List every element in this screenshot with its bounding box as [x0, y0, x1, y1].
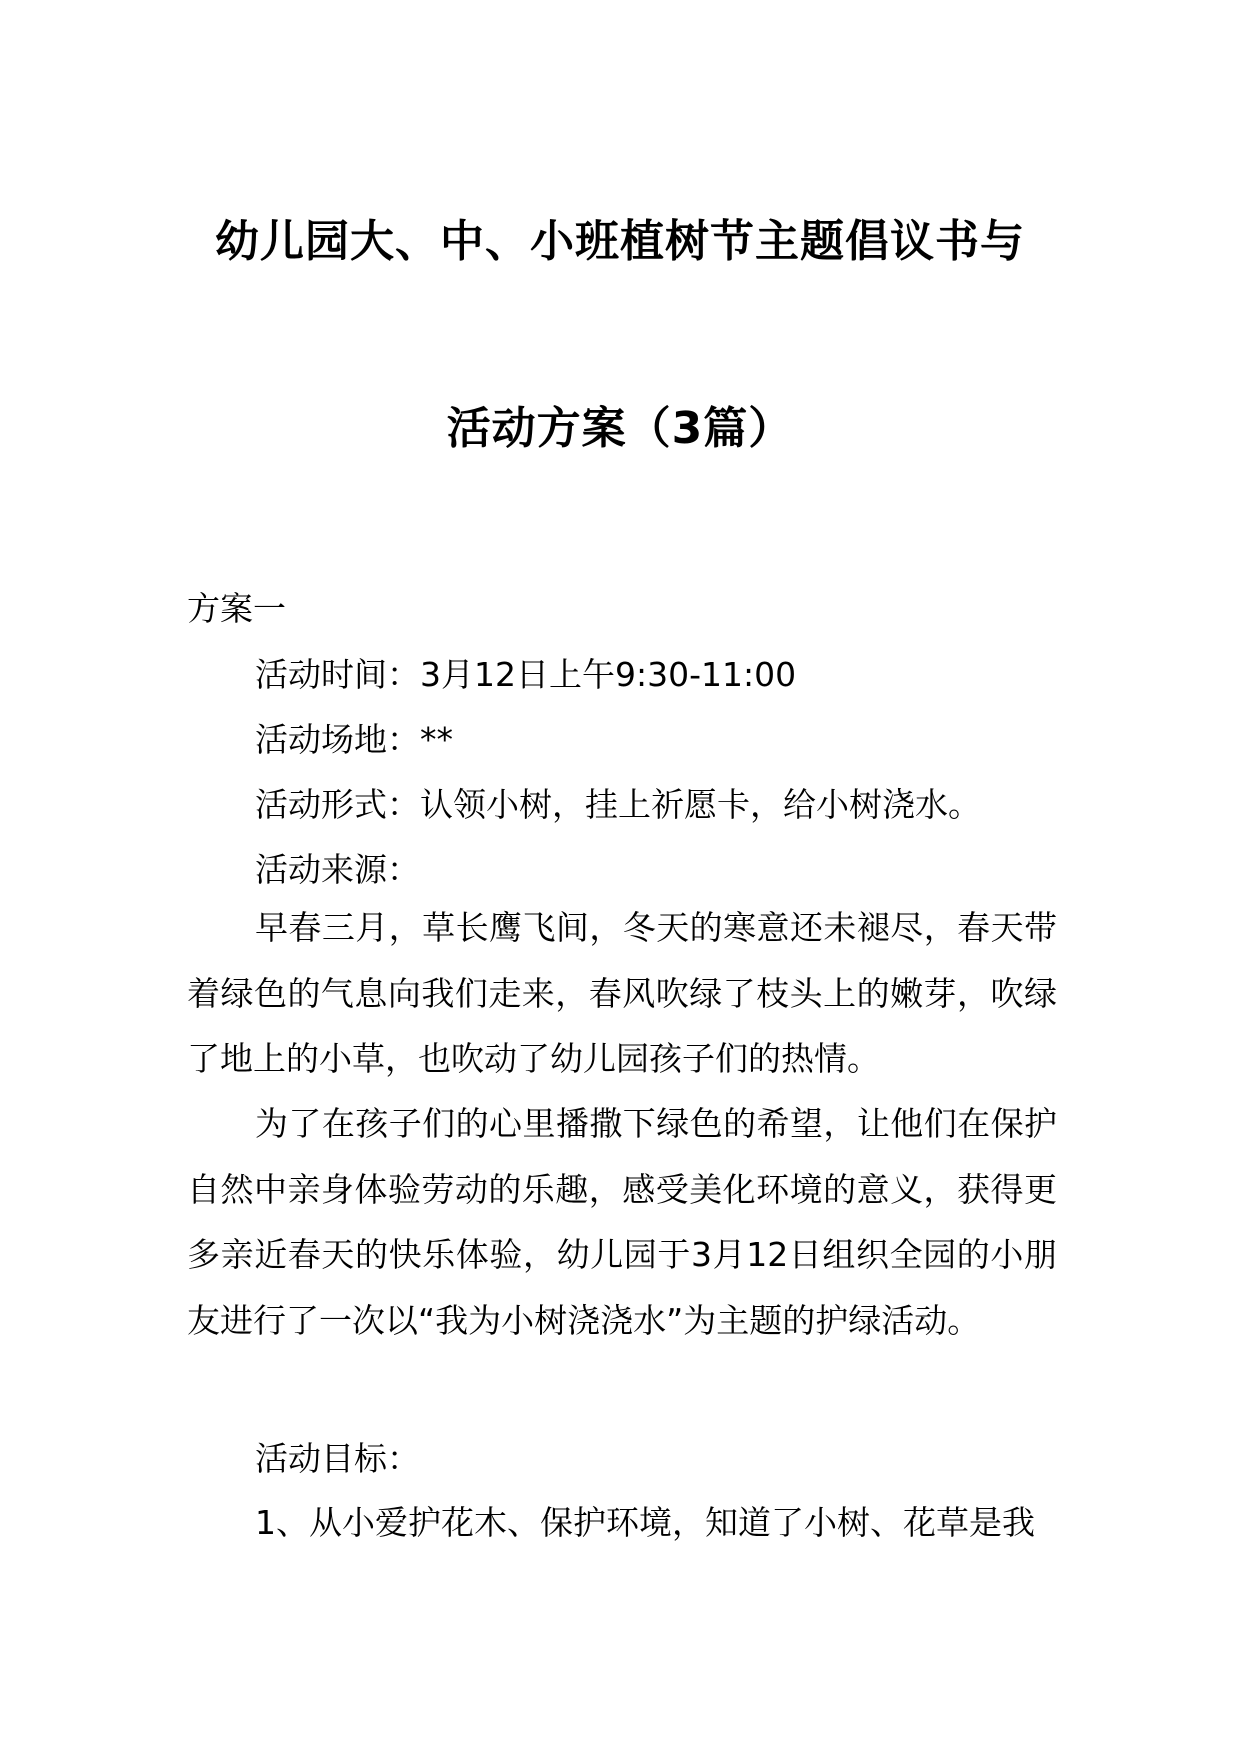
- document-title-line-1: 幼儿园大、中、小班植树节主题倡议书与: [215, 216, 1025, 267]
- section-heading: 方案一: [187, 589, 286, 628]
- activity-time: 活动时间：3月12日上午9:30-11:00: [255, 655, 797, 694]
- paragraph-2: 为了在孩子们的心里播撒下绿色的希望，让他们在保护自然中亲身体验劳动的乐趣，感受美化环境的意义，获得更多亲近春天的快乐体验，幼儿园于3月12日组织全园的小朋友进行了一次以“我为小树浇浇水”为主题的护绿活动。: [187, 1104, 1057, 1340]
- document-title-line-2: 活动方案（3篇）: [446, 403, 794, 454]
- goal-item-1: 1、从小爱护花木、保护环境，知道了小树、花草是我: [255, 1503, 1035, 1542]
- paragraph-1: 早春三月，草长鹰飞间，冬天的寒意还未褪尽，春天带着绿色的气息向我们走来，春风吹绿了枝头上的嫩芽，吹绿了地上的小草，也吹动了幼儿园孩子们的热情。: [187, 908, 1057, 1078]
- activity-source-label: 活动来源：: [255, 850, 420, 889]
- activity-goal-label: 活动目标：: [255, 1439, 420, 1478]
- activity-place: 活动场地：**: [255, 720, 453, 759]
- activity-form: 活动形式：认领小树，挂上祈愿卡，给小树浇水。: [255, 785, 981, 824]
